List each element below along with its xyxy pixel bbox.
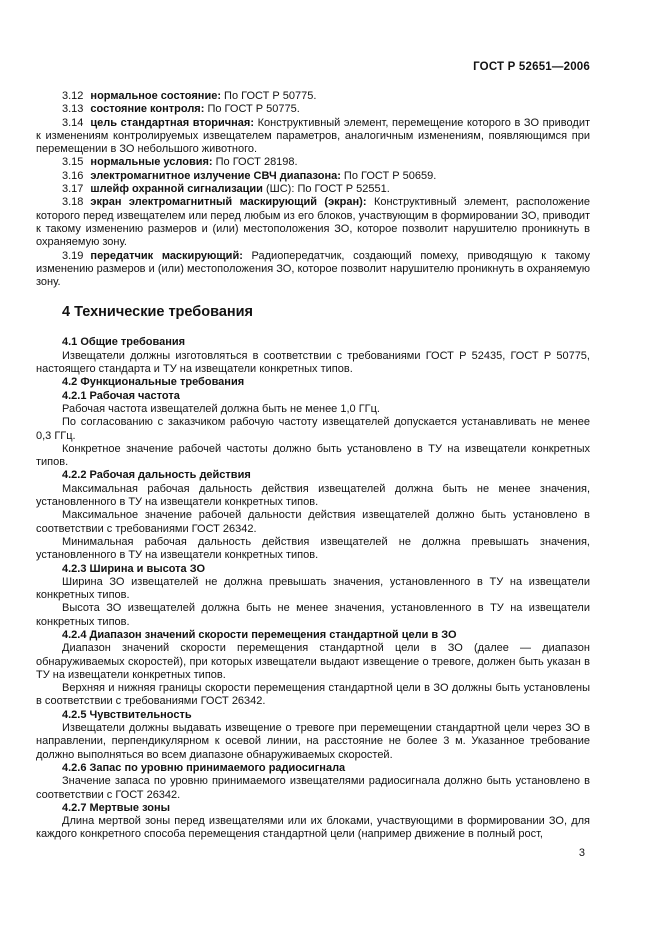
subsection-heading: 4.2.3 Ширина и высота ЗО [62, 562, 206, 575]
term-number: 3.14 [62, 116, 84, 129]
paragraph: Диапазон значений скорости перемещения стандартной цели в ЗО (далее — диапазон обнаруживаемых скоростей), при которых извещатели выдают извещение о тревоге, должен быть указан в ТУ на извещатели конкретных типов. [36, 642, 590, 681]
term-number: 3.16 [62, 169, 84, 182]
paragraph: Извещатели должны выдавать извещение о тревоге при перемещении стандартной цели через ЗО в направлении, перпендикулярном к осевой линии, на расстояние не более 3 м. Указанное требование должно выполняться во всем диапазоне обнаруживаемых скоростей. [36, 722, 590, 761]
subsection-heading: 4.2.7 Мертвые зоны [62, 801, 171, 814]
subsection-heading: 4.2.6 Запас по уровню принимаемого радиосигнала [62, 761, 346, 774]
term-label: нормальное состояние: [90, 90, 221, 102]
term-definition-item [36, 196, 590, 249]
subsection-heading: 4.1 Общие требования [62, 336, 186, 349]
term-text: По ГОСТ 28198. [212, 156, 298, 169]
term-number: 3.15 [62, 156, 84, 169]
paragraph: По согласованию с заказчиком рабочую частоту извещателей допускается устанавливать не менее 0,3 ГГц. [36, 416, 590, 442]
subsection-heading: 4.2 Функциональные требования [62, 376, 245, 389]
paragraph: Значение запаса по уровню принимаемого извещателями радиосигнала должно быть установлено в соответствии с ГОСТ 26342. [36, 775, 590, 801]
term-number: 3.17 [62, 183, 84, 196]
term-text: (ШС): По ГОСТ Р 52551. [262, 183, 390, 196]
term-text: По ГОСТ Р 50775. [204, 103, 300, 116]
term-label: нормальные условия: [90, 156, 213, 169]
paragraph: Верхняя и нижняя границы скорости перемещения стандартной цели в ЗО должны быть установлены в соответствии с требованиями ГОСТ 26342. [36, 682, 590, 708]
paragraph: Максимальная рабочая дальность действия извещателей должна быть не менее значения, установленного в ТУ на извещатели конкретных типов. [36, 482, 590, 509]
paragraph: Рабочая частота извещателей должна быть не менее 1,0 ГГц. [62, 402, 380, 415]
paragraph: Конкретное значение рабочей частоты должно быть установлено в ТУ на извещатели конкретных типов. [36, 442, 590, 469]
term-definition-item [36, 183, 590, 196]
term-text: По ГОСТ Р 50775. [221, 90, 317, 102]
subsection-heading: 4.2.4 Диапазон значений скорости перемещения стандартной цели в ЗО [62, 628, 457, 641]
term-label: передатчик маскирующий: [90, 249, 243, 262]
term-definition-item [36, 90, 590, 103]
section-heading: 4 Технические требования [62, 304, 254, 321]
term-label: электромагнитное излучение СВЧ диапазона: [90, 169, 341, 182]
term-text: По ГОСТ Р 50659. [340, 169, 437, 182]
term-number: 3.13 [62, 103, 84, 116]
term-text: Конструктивный элемент, расположение которого перед извещателем или перед любым из его блоков, участвующим в формировании ЗО, приводит к такому изменению размеров и (или) местоположения ЗО, которое позволит нарушителю проникнуть в охраняемую зону. [36, 196, 591, 249]
term-number: 3.18 [62, 196, 84, 209]
subsection-heading: 4.2.5 Чувствительность [62, 708, 192, 721]
document-body [36, 90, 590, 842]
term-definition-item [36, 103, 590, 116]
paragraph: Ширина ЗО извещателей не должна превышать значения, установленного в ТУ на извещатели конкретных типов. [36, 575, 590, 602]
term-text: Конструктивный элемент, перемещение которого в ЗО приводит к изменениям контролируемых извещателем параметров, аналогичным изменениям, появляющимся при перемещении в ЗО небольшого животного. [36, 116, 590, 156]
paragraph: Высота ЗО извещателей должна быть не менее значения, установленного в ТУ на извещатели конкретных типов. [36, 602, 590, 628]
paragraph: Максимальное значение рабочей дальности действия извещателей должно быть установлено в соответствии с требованиями ГОСТ 26342. [36, 509, 590, 535]
term-number: 3.12 [62, 90, 84, 102]
term-text: Радиопередатчик, создающий помеху, приводящую к такому изменению размеров и (или) местоположения ЗО, которое позволит нарушителю проникнуть в охраняемую зону. [36, 249, 590, 289]
term-label: цель стандартная вторичная: [90, 116, 255, 129]
term-definition-item [36, 170, 590, 183]
term-label: экран электромагнитный маскирующий (экран): [90, 196, 367, 209]
term-definition-item [36, 117, 590, 157]
term-definition-item [36, 250, 590, 290]
page-number: 3 [578, 847, 585, 859]
term-definition-item [36, 156, 590, 169]
paragraph: Длина мертвой зоны перед извещателями или их блоками, участвующими в формировании ЗО, для каждого конкретного способа перемещения стандартной цели (например движение в полный рост, [36, 815, 590, 841]
paragraph: Извещатели должны изготовляться в соответствии с требованиями ГОСТ Р 52435, ГОСТ Р 50775, настоящего стандарта и ТУ на извещатели конкретных типов. [36, 349, 590, 376]
paragraph: Минимальная рабочая дальность действия извещателей не должна превышать значения, установленного в ТУ на извещатели конкретных типов. [36, 535, 590, 562]
subsection-heading: 4.2.1 Рабочая частота [62, 389, 180, 402]
subsection-heading: 4.2.2 Рабочая дальность действия [62, 469, 251, 482]
doc-header-standard-number: ГОСТ Р 52651—2006 [473, 61, 590, 73]
term-label: шлейф охранной сигнализации [90, 183, 263, 196]
term-number: 3.19 [62, 249, 84, 262]
term-label: состояние контроля: [90, 103, 205, 116]
